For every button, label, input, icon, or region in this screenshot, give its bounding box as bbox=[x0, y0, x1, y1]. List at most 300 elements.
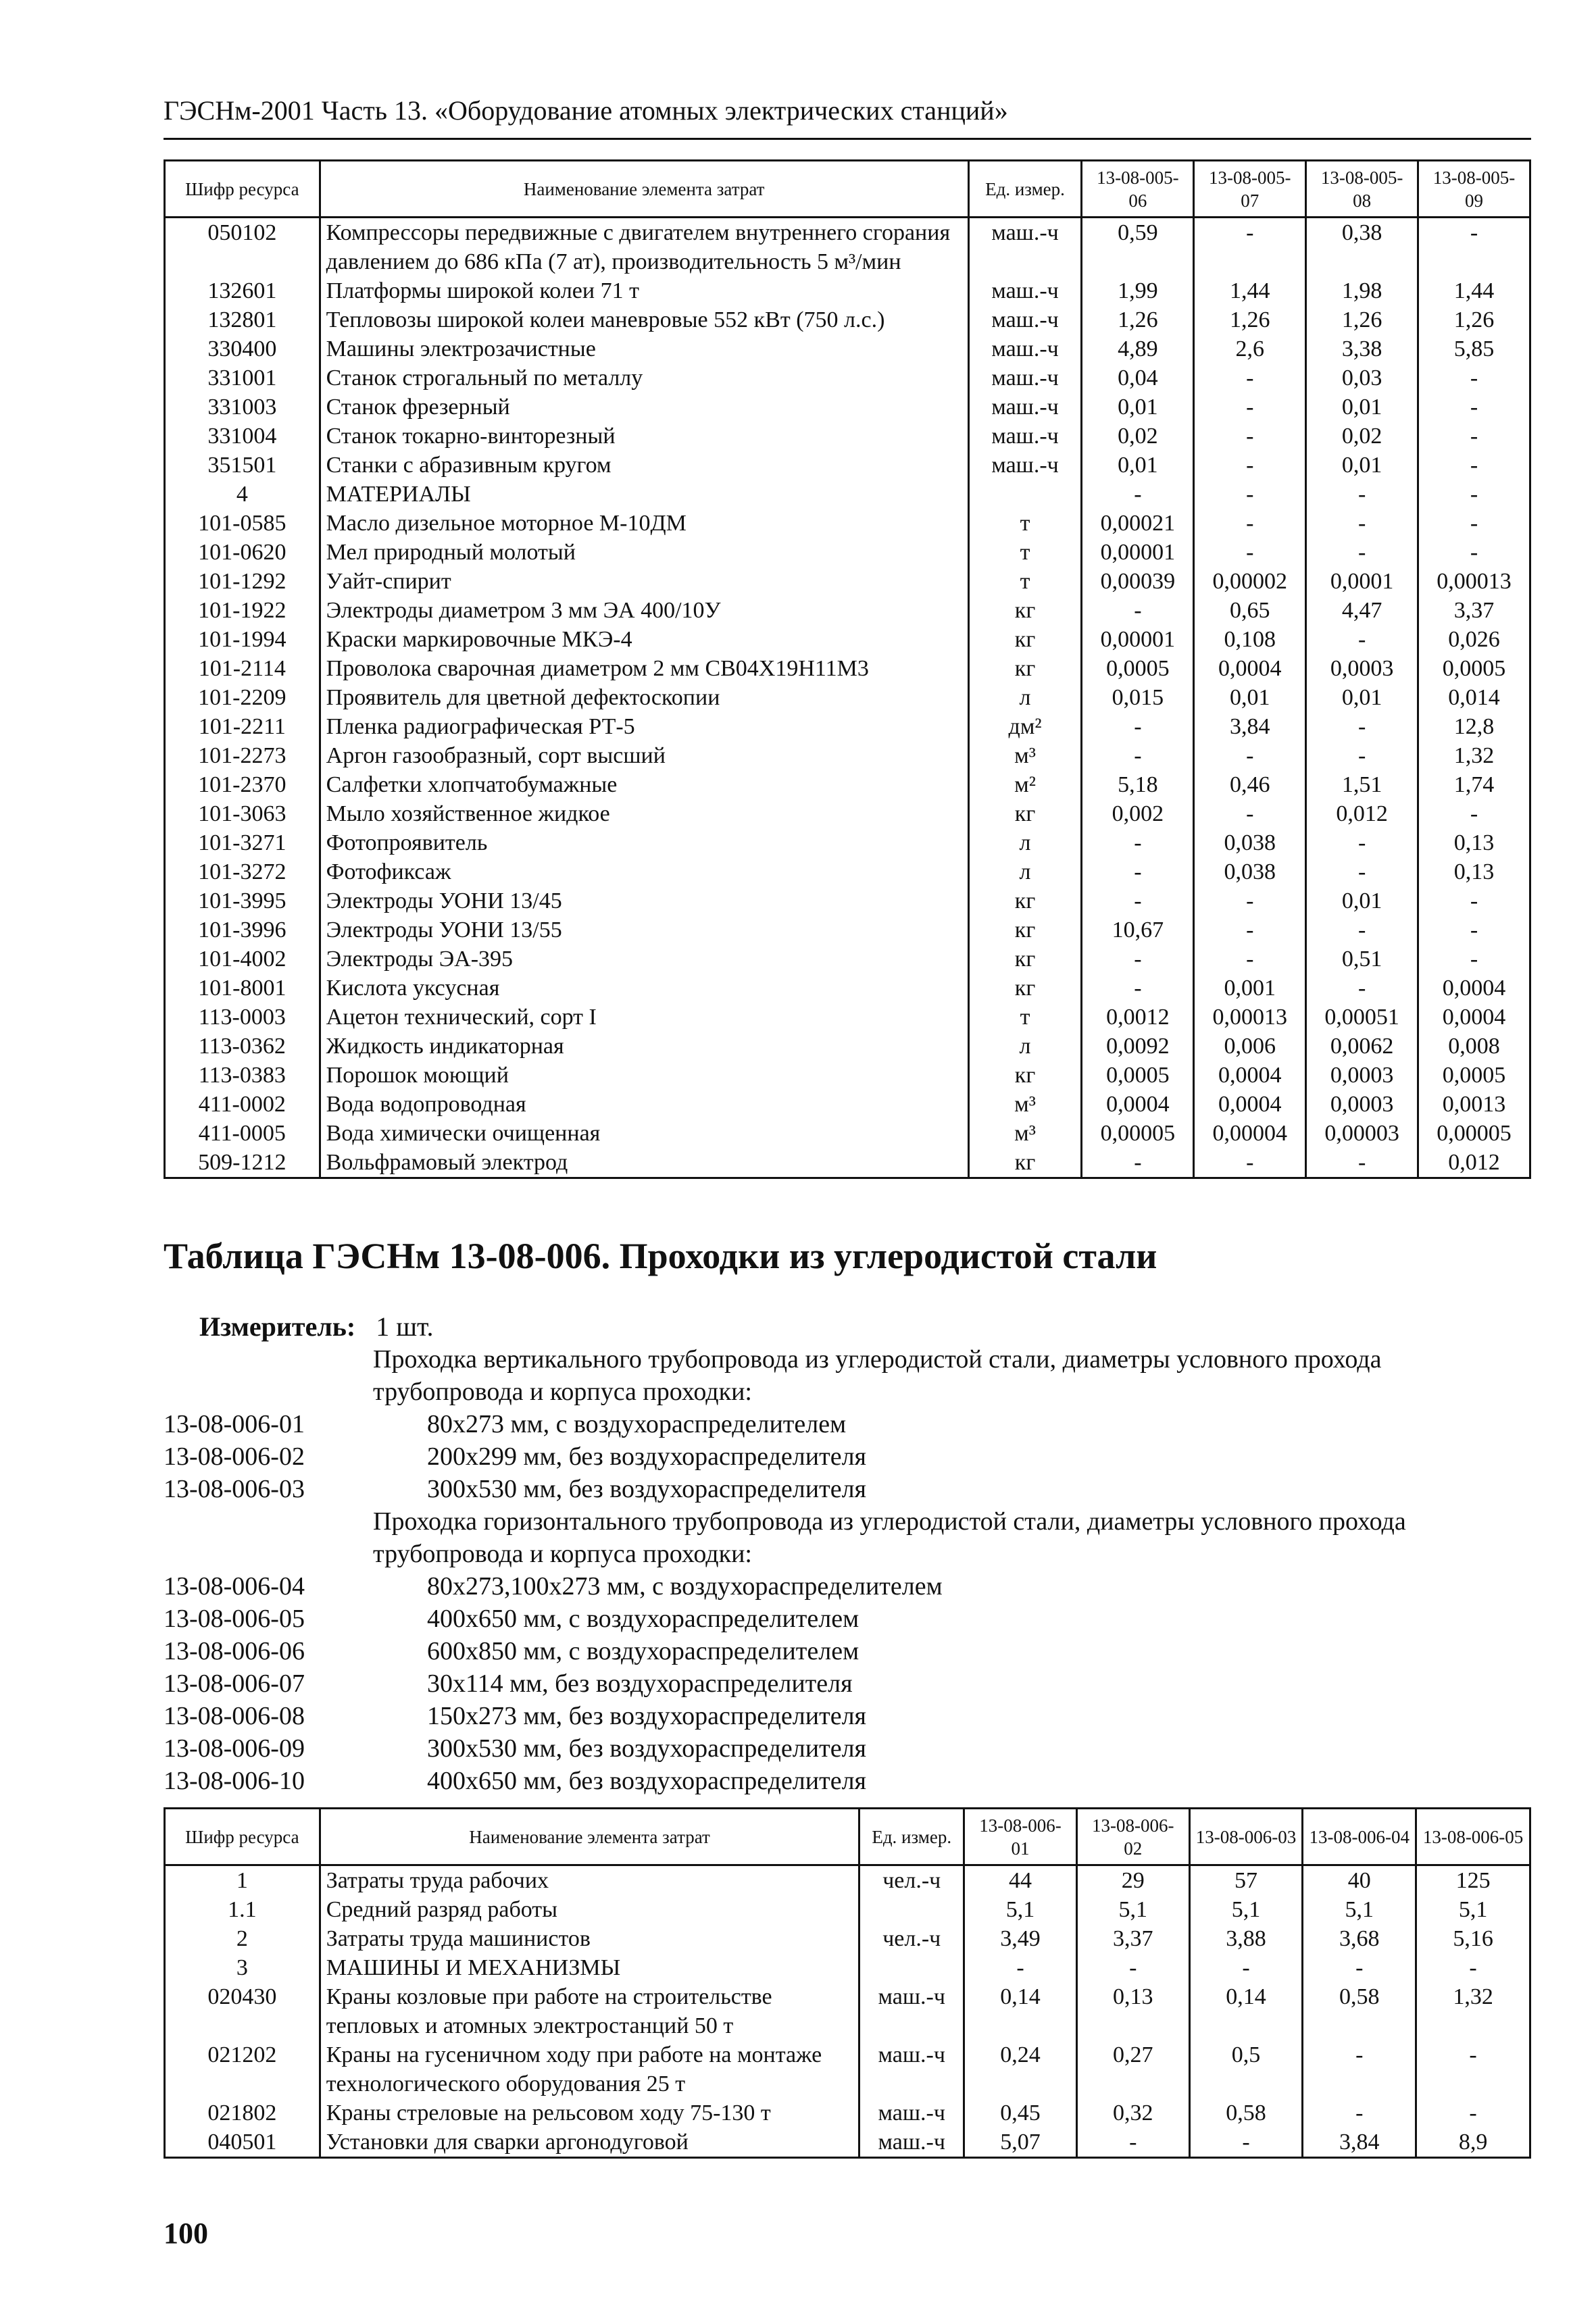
resource-code: 1.1 bbox=[165, 1895, 320, 1924]
value-cell: 0,01 bbox=[1306, 451, 1418, 480]
value-cell: 40 bbox=[1303, 1865, 1416, 1896]
measurement-unit bbox=[199, 1311, 434, 1342]
resource-name: Затраты труда рабочих bbox=[320, 1865, 859, 1896]
table-row bbox=[165, 886, 1530, 915]
value-cell: 0,00005 bbox=[1082, 1119, 1194, 1148]
resource-name: Фотопроявитель bbox=[320, 828, 968, 857]
variant-row bbox=[164, 1700, 1531, 1732]
value-cell: - bbox=[1306, 1148, 1418, 1178]
unit-cell: маш.-ч bbox=[968, 334, 1082, 363]
value-cell: 0,012 bbox=[1306, 799, 1418, 828]
variant-row bbox=[164, 1570, 1531, 1603]
table-row bbox=[165, 1090, 1530, 1119]
table-row bbox=[165, 596, 1530, 625]
value-cell: 0,0004 bbox=[1418, 1003, 1530, 1032]
value-cell: 0,59 bbox=[1082, 218, 1194, 277]
value-cell: 1,51 bbox=[1306, 770, 1418, 799]
value-cell: - bbox=[1194, 480, 1306, 509]
table-row bbox=[165, 1953, 1530, 1982]
value-cell: - bbox=[1076, 2128, 1189, 2158]
group-description: Проходка горизонтального трубопровода из углеродистой стали, диаметры условного прохода трубопровода и корпуса проходки: bbox=[373, 1507, 1406, 1568]
value-cell: 0,108 bbox=[1194, 625, 1306, 654]
resource-name: МАТЕРИАЛЫ bbox=[320, 480, 968, 509]
unit-cell: чел.-ч bbox=[859, 1865, 964, 1896]
value-cell: - bbox=[1418, 799, 1530, 828]
table-row bbox=[165, 276, 1530, 305]
value-cell: 4,47 bbox=[1306, 596, 1418, 625]
resource-name: Салфетки хлопчатобумажные bbox=[320, 770, 968, 799]
table-row bbox=[165, 2040, 1530, 2098]
col-header-norm: 13-08-005-07 bbox=[1194, 161, 1306, 218]
table-row bbox=[165, 799, 1530, 828]
value-cell: 0,008 bbox=[1418, 1032, 1530, 1061]
variant-code: 13-08-006-06 bbox=[164, 1637, 305, 1665]
unit-cell: л bbox=[968, 683, 1082, 712]
resource-name: Электроды диаметром 3 мм ЭА 400/10У bbox=[320, 596, 968, 625]
table-row bbox=[165, 857, 1530, 886]
norm-variants bbox=[164, 1343, 1531, 1797]
value-cell: 1,99 bbox=[1082, 276, 1194, 305]
value-cell: 0,0004 bbox=[1194, 654, 1306, 683]
unit-cell: маш.-ч bbox=[859, 2128, 964, 2158]
value-cell: 0,0062 bbox=[1306, 1032, 1418, 1061]
value-cell: 1,26 bbox=[1082, 305, 1194, 334]
resource-code: 113-0362 bbox=[165, 1032, 320, 1061]
table-row bbox=[165, 451, 1530, 480]
table-row bbox=[165, 422, 1530, 451]
meter-label: Измеритель: bbox=[199, 1311, 356, 1342]
table-row bbox=[165, 538, 1530, 567]
value-cell: - bbox=[1306, 538, 1418, 567]
unit-cell: маш.-ч bbox=[968, 218, 1082, 277]
value-cell: 1,26 bbox=[1306, 305, 1418, 334]
value-cell: - bbox=[1306, 857, 1418, 886]
value-cell: 3,38 bbox=[1306, 334, 1418, 363]
unit-cell: л bbox=[968, 1032, 1082, 1061]
value-cell: 44 bbox=[964, 1865, 1077, 1896]
value-cell: 0,0005 bbox=[1082, 1061, 1194, 1090]
resource-code: 4 bbox=[165, 480, 320, 509]
table-row bbox=[165, 654, 1530, 683]
resource-code: 101-0620 bbox=[165, 538, 320, 567]
resource-code: 101-3272 bbox=[165, 857, 320, 886]
unit-cell bbox=[859, 1895, 964, 1924]
resource-code: 021202 bbox=[165, 2040, 320, 2098]
value-cell: 57 bbox=[1189, 1865, 1303, 1896]
col-header-code: Шифр ресурса bbox=[165, 1809, 320, 1865]
resource-code: 101-2209 bbox=[165, 683, 320, 712]
value-cell: 0,0003 bbox=[1306, 1061, 1418, 1090]
value-cell: - bbox=[1418, 509, 1530, 538]
resource-code: 113-0003 bbox=[165, 1003, 320, 1032]
value-cell: 1,44 bbox=[1194, 276, 1306, 305]
resource-code: 040501 bbox=[165, 2128, 320, 2158]
unit-cell: дм² bbox=[968, 712, 1082, 741]
value-cell: 0,01 bbox=[1194, 683, 1306, 712]
value-cell: 0,01 bbox=[1306, 886, 1418, 915]
value-cell: - bbox=[1418, 422, 1530, 451]
value-cell: - bbox=[1189, 1953, 1303, 1982]
value-cell: 4,89 bbox=[1082, 334, 1194, 363]
value-cell: - bbox=[1194, 1148, 1306, 1178]
value-cell: - bbox=[1082, 828, 1194, 857]
value-cell: 0,026 bbox=[1418, 625, 1530, 654]
col-header-norm: 13-08-005-09 bbox=[1418, 161, 1530, 218]
unit-cell: т bbox=[968, 1003, 1082, 1032]
resource-name: Платформы широкой колеи 71 т bbox=[320, 276, 968, 305]
resource-code: 3 bbox=[165, 1953, 320, 1982]
value-cell: - bbox=[1306, 625, 1418, 654]
unit-cell: кг bbox=[968, 625, 1082, 654]
value-cell: - bbox=[1418, 915, 1530, 945]
value-cell: 1,74 bbox=[1418, 770, 1530, 799]
variant-row bbox=[164, 1765, 1531, 1797]
table-row bbox=[165, 305, 1530, 334]
col-header-norm: 13-08-005-08 bbox=[1306, 161, 1418, 218]
resource-name: Кислота уксусная bbox=[320, 974, 968, 1003]
value-cell: 0,02 bbox=[1306, 422, 1418, 451]
value-cell: 0,0005 bbox=[1418, 1061, 1530, 1090]
resource-code: 101-1994 bbox=[165, 625, 320, 654]
resource-code: 020430 bbox=[165, 1982, 320, 2040]
resource-name: Мел природный молотый bbox=[320, 538, 968, 567]
resource-name: Машины электрозачистные bbox=[320, 334, 968, 363]
resource-name: Аргон газообразный, сорт высший bbox=[320, 741, 968, 770]
col-header-code: Шифр ресурса bbox=[165, 161, 320, 218]
table-row bbox=[165, 567, 1530, 596]
resource-name: Краны козловые при работе на строительстве тепловых и атомных электростанций 50 т bbox=[320, 1982, 859, 2040]
resource-name: Краски маркировочные МКЭ-4 bbox=[320, 625, 968, 654]
value-cell: 0,01 bbox=[1082, 451, 1194, 480]
variant-text: 150x273 мм, без воздухораспределителя bbox=[427, 1702, 867, 1730]
unit-cell bbox=[859, 1953, 964, 1982]
variant-code: 13-08-006-10 bbox=[164, 1767, 305, 1795]
table-row bbox=[165, 509, 1530, 538]
value-cell: 0,13 bbox=[1418, 828, 1530, 857]
resource-code: 101-1292 bbox=[165, 567, 320, 596]
resource-name: Электроды УОНИ 13/45 bbox=[320, 886, 968, 915]
unit-cell: кг bbox=[968, 1148, 1082, 1178]
resource-code: 021802 bbox=[165, 2098, 320, 2128]
resource-code: 132801 bbox=[165, 305, 320, 334]
value-cell: 0,13 bbox=[1418, 857, 1530, 886]
value-cell: 0,46 bbox=[1194, 770, 1306, 799]
value-cell: - bbox=[1194, 451, 1306, 480]
value-cell: 2,6 bbox=[1194, 334, 1306, 363]
value-cell: 0,014 bbox=[1418, 683, 1530, 712]
variant-code: 13-08-006-05 bbox=[164, 1605, 305, 1633]
value-cell: - bbox=[1194, 422, 1306, 451]
value-cell: 0,015 bbox=[1082, 683, 1194, 712]
value-cell: 0,03 bbox=[1306, 363, 1418, 393]
value-cell: 0,01 bbox=[1306, 393, 1418, 422]
resource-name: Вольфрамовый электрод bbox=[320, 1148, 968, 1178]
value-cell: 3,84 bbox=[1194, 712, 1306, 741]
value-cell: - bbox=[964, 1953, 1077, 1982]
resource-name: Электроды ЭА-395 bbox=[320, 945, 968, 974]
col-header-norm: 13-08-006-03 bbox=[1189, 1809, 1303, 1865]
resource-name: Краны на гусеничном ходу при работе на монтаже технологического оборудования 25 т bbox=[320, 2040, 859, 2098]
value-cell: 0,038 bbox=[1194, 857, 1306, 886]
col-header-norm: 13-08-006-02 bbox=[1076, 1809, 1189, 1865]
variant-code: 13-08-006-09 bbox=[164, 1734, 305, 1763]
value-cell: 0,13 bbox=[1076, 1982, 1189, 2040]
value-cell: 0,00013 bbox=[1418, 567, 1530, 596]
value-cell: 1,98 bbox=[1306, 276, 1418, 305]
value-cell: 12,8 bbox=[1418, 712, 1530, 741]
value-cell: 5,07 bbox=[964, 2128, 1077, 2158]
resource-code: 351501 bbox=[165, 451, 320, 480]
value-cell: - bbox=[1418, 945, 1530, 974]
resource-code: 132601 bbox=[165, 276, 320, 305]
table-row bbox=[165, 915, 1530, 945]
variant-text: 300x530 мм, без воздухораспределителя bbox=[427, 1734, 867, 1763]
resource-name: Электроды УОНИ 13/55 bbox=[320, 915, 968, 945]
value-cell: 0,00004 bbox=[1194, 1119, 1306, 1148]
resource-table-1 bbox=[164, 159, 1531, 1179]
resource-code: 411-0005 bbox=[165, 1119, 320, 1148]
resource-name: Масло дизельное моторное М-10ДМ bbox=[320, 509, 968, 538]
value-cell: - bbox=[1303, 1953, 1416, 1982]
resource-name: Станок токарно-винторезный bbox=[320, 422, 968, 451]
unit-cell: маш.-ч bbox=[968, 276, 1082, 305]
resource-name: Тепловозы широкой колеи маневровые 552 кВт (750 л.с.) bbox=[320, 305, 968, 334]
value-cell: 0,0005 bbox=[1082, 654, 1194, 683]
value-cell: 3,37 bbox=[1076, 1924, 1189, 1953]
value-cell: 5,1 bbox=[1303, 1895, 1416, 1924]
resource-code: 2 bbox=[165, 1924, 320, 1953]
unit-cell: маш.-ч bbox=[968, 393, 1082, 422]
value-cell: - bbox=[1082, 480, 1194, 509]
table-title: Таблица ГЭСНм 13-08-006. Проходки из углеродистой стали bbox=[164, 1236, 1157, 1276]
resource-code: 101-2114 bbox=[165, 654, 320, 683]
table-row bbox=[165, 1924, 1530, 1953]
value-cell: 5,1 bbox=[1189, 1895, 1303, 1924]
value-cell: - bbox=[1082, 596, 1194, 625]
unit-cell: м³ bbox=[968, 1090, 1082, 1119]
resource-name: Проявитель для цветной дефектоскопии bbox=[320, 683, 968, 712]
value-cell: - bbox=[1418, 480, 1530, 509]
resource-code: 101-2211 bbox=[165, 712, 320, 741]
resource-name: Порошок моющий bbox=[320, 1061, 968, 1090]
value-cell: 0,00001 bbox=[1082, 625, 1194, 654]
resource-code: 331001 bbox=[165, 363, 320, 393]
variant-row bbox=[164, 1635, 1531, 1667]
value-cell: 3,37 bbox=[1418, 596, 1530, 625]
running-header: ГЭСНм-2001 Часть 13. «Оборудование атомных электрических станций» bbox=[164, 95, 1008, 126]
unit-cell: кг bbox=[968, 974, 1082, 1003]
value-cell: - bbox=[1194, 799, 1306, 828]
group-description: Проходка вертикального трубопровода из углеродистой стали, диаметры условного прохода трубопровода и корпуса проходки: bbox=[373, 1345, 1382, 1406]
value-cell: - bbox=[1194, 886, 1306, 915]
value-cell: 3,49 bbox=[964, 1924, 1077, 1953]
table-row bbox=[165, 1148, 1530, 1178]
resource-name: Краны стреловые на рельсовом ходу 75-130 т bbox=[320, 2098, 859, 2128]
value-cell: 0,58 bbox=[1303, 1982, 1416, 2040]
value-cell: - bbox=[1306, 480, 1418, 509]
unit-cell: л bbox=[968, 857, 1082, 886]
variant-text: 400x650 мм, с воздухораспределителем bbox=[427, 1605, 859, 1633]
value-cell: 5,1 bbox=[1416, 1895, 1530, 1924]
resource-name: Ацетон технический, сорт I bbox=[320, 1003, 968, 1032]
resource-code: 101-8001 bbox=[165, 974, 320, 1003]
value-cell: 0,01 bbox=[1306, 683, 1418, 712]
value-cell: 0,038 bbox=[1194, 828, 1306, 857]
resource-code: 509-1212 bbox=[165, 1148, 320, 1178]
table-row bbox=[165, 625, 1530, 654]
resource-table-2 bbox=[164, 1807, 1531, 2159]
table-row bbox=[165, 1003, 1530, 1032]
table-row bbox=[165, 1895, 1530, 1924]
table-row bbox=[165, 393, 1530, 422]
resource-code: 101-2273 bbox=[165, 741, 320, 770]
variant-code: 13-08-006-07 bbox=[164, 1669, 305, 1698]
value-cell: 3,68 bbox=[1303, 1924, 1416, 1953]
resource-code: 113-0383 bbox=[165, 1061, 320, 1090]
col-header-norm: 13-08-006-05 bbox=[1416, 1809, 1530, 1865]
resource-code: 331004 bbox=[165, 422, 320, 451]
unit-cell bbox=[968, 480, 1082, 509]
resource-name: Станок строгальный по металлу bbox=[320, 363, 968, 393]
value-cell: - bbox=[1082, 1148, 1194, 1178]
value-cell: 0,0005 bbox=[1418, 654, 1530, 683]
table-row bbox=[165, 1032, 1530, 1061]
table-row bbox=[165, 480, 1530, 509]
value-cell: 0,0001 bbox=[1306, 567, 1418, 596]
col-header-name: Наименование элемента затрат bbox=[320, 161, 968, 218]
value-cell: 1,26 bbox=[1418, 305, 1530, 334]
variant-row bbox=[164, 1473, 1531, 1505]
meter-value: 1 шт. bbox=[376, 1311, 434, 1342]
value-cell: 0,00001 bbox=[1082, 538, 1194, 567]
variant-row bbox=[164, 1667, 1531, 1700]
variant-code: 13-08-006-01 bbox=[164, 1410, 305, 1438]
value-cell: 0,0092 bbox=[1082, 1032, 1194, 1061]
value-cell: - bbox=[1082, 857, 1194, 886]
table-row bbox=[165, 1119, 1530, 1148]
value-cell: 29 bbox=[1076, 1865, 1189, 1896]
value-cell: 0,00021 bbox=[1082, 509, 1194, 538]
value-cell: 0,001 bbox=[1194, 974, 1306, 1003]
value-cell: 3,84 bbox=[1303, 2128, 1416, 2158]
value-cell: 5,18 bbox=[1082, 770, 1194, 799]
value-cell: 0,45 bbox=[964, 2098, 1077, 2128]
variant-row bbox=[164, 1440, 1531, 1473]
value-cell: - bbox=[1082, 886, 1194, 915]
unit-cell: кг bbox=[968, 1061, 1082, 1090]
value-cell: - bbox=[1194, 538, 1306, 567]
table-row bbox=[165, 2098, 1530, 2128]
table-row bbox=[165, 712, 1530, 741]
value-cell: - bbox=[1418, 363, 1530, 393]
unit-cell: т bbox=[968, 509, 1082, 538]
resource-code: 101-1922 bbox=[165, 596, 320, 625]
value-cell: 0,51 bbox=[1306, 945, 1418, 974]
value-cell: 0,0013 bbox=[1418, 1090, 1530, 1119]
unit-cell: м² bbox=[968, 770, 1082, 799]
resource-code: 101-3271 bbox=[165, 828, 320, 857]
table-row bbox=[165, 945, 1530, 974]
value-cell: 0,006 bbox=[1194, 1032, 1306, 1061]
resource-name: Средний разряд работы bbox=[320, 1895, 859, 1924]
value-cell: 0,14 bbox=[1189, 1982, 1303, 2040]
value-cell: - bbox=[1306, 974, 1418, 1003]
value-cell: - bbox=[1416, 2098, 1530, 2128]
variant-text: 200x299 мм, без воздухораспределителя bbox=[427, 1442, 867, 1471]
unit-cell: кг bbox=[968, 596, 1082, 625]
table-row bbox=[165, 828, 1530, 857]
table-row bbox=[165, 363, 1530, 393]
value-cell: - bbox=[1303, 2098, 1416, 2128]
variant-text: 80x273,100x273 мм, с воздухораспределителем bbox=[427, 1572, 943, 1601]
value-cell: - bbox=[1306, 741, 1418, 770]
value-cell: 125 bbox=[1416, 1865, 1530, 1896]
value-cell: 0,0004 bbox=[1418, 974, 1530, 1003]
resource-code: 101-3995 bbox=[165, 886, 320, 915]
table-row bbox=[165, 1865, 1530, 1896]
table-row bbox=[165, 334, 1530, 363]
value-cell: 0,24 bbox=[964, 2040, 1077, 2098]
value-cell: - bbox=[1416, 2040, 1530, 2098]
table-row bbox=[165, 2128, 1530, 2158]
table-row bbox=[165, 1061, 1530, 1090]
resource-name: Компрессоры передвижные с двигателем внутреннего сгорания давлением до 686 кПа (7 ат), производительность 5 м³/мин bbox=[320, 218, 968, 277]
value-cell: - bbox=[1306, 509, 1418, 538]
value-cell: - bbox=[1416, 1953, 1530, 1982]
table-row bbox=[165, 770, 1530, 799]
value-cell: 0,58 bbox=[1189, 2098, 1303, 2128]
resource-code: 331003 bbox=[165, 393, 320, 422]
unit-cell: маш.-ч bbox=[859, 2040, 964, 2098]
unit-cell: маш.-ч bbox=[968, 451, 1082, 480]
variant-code: 13-08-006-03 bbox=[164, 1475, 305, 1503]
unit-cell: маш.-ч bbox=[968, 305, 1082, 334]
resource-name: Установки для сварки аргонодуговой bbox=[320, 2128, 859, 2158]
value-cell: 0,0004 bbox=[1194, 1090, 1306, 1119]
value-cell: - bbox=[1194, 915, 1306, 945]
resource-name: Мыло хозяйственное жидкое bbox=[320, 799, 968, 828]
value-cell: - bbox=[1306, 915, 1418, 945]
value-cell: 5,85 bbox=[1418, 334, 1530, 363]
value-cell: 0,0004 bbox=[1082, 1090, 1194, 1119]
unit-cell: кг bbox=[968, 886, 1082, 915]
resource-name: Станок фрезерный bbox=[320, 393, 968, 422]
resource-name: Станки с абразивным кругом bbox=[320, 451, 968, 480]
col-header-unit: Ед. измер. bbox=[968, 161, 1082, 218]
value-cell: 0,00039 bbox=[1082, 567, 1194, 596]
resource-name: Уайт-спирит bbox=[320, 567, 968, 596]
resource-code: 1 bbox=[165, 1865, 320, 1896]
value-cell: - bbox=[1194, 945, 1306, 974]
col-header-norm: 13-08-005-06 bbox=[1082, 161, 1194, 218]
value-cell: 1,44 bbox=[1418, 276, 1530, 305]
unit-cell: кг bbox=[968, 654, 1082, 683]
resource-name: Вода водопроводная bbox=[320, 1090, 968, 1119]
variant-code: 13-08-006-02 bbox=[164, 1442, 305, 1471]
variant-text: 30x114 мм, без воздухораспределителя bbox=[427, 1669, 853, 1698]
value-cell: 0,012 bbox=[1418, 1148, 1530, 1178]
variant-text: 400x650 мм, без воздухораспределителя bbox=[427, 1767, 867, 1795]
value-cell: 1,32 bbox=[1418, 741, 1530, 770]
value-cell: 0,38 bbox=[1306, 218, 1418, 277]
unit-cell: чел.-ч bbox=[859, 1924, 964, 1953]
header-rule bbox=[164, 138, 1531, 140]
value-cell: 0,04 bbox=[1082, 363, 1194, 393]
unit-cell: маш.-ч bbox=[968, 363, 1082, 393]
resource-code: 101-3063 bbox=[165, 799, 320, 828]
unit-cell: кг bbox=[968, 945, 1082, 974]
resource-code: 330400 bbox=[165, 334, 320, 363]
